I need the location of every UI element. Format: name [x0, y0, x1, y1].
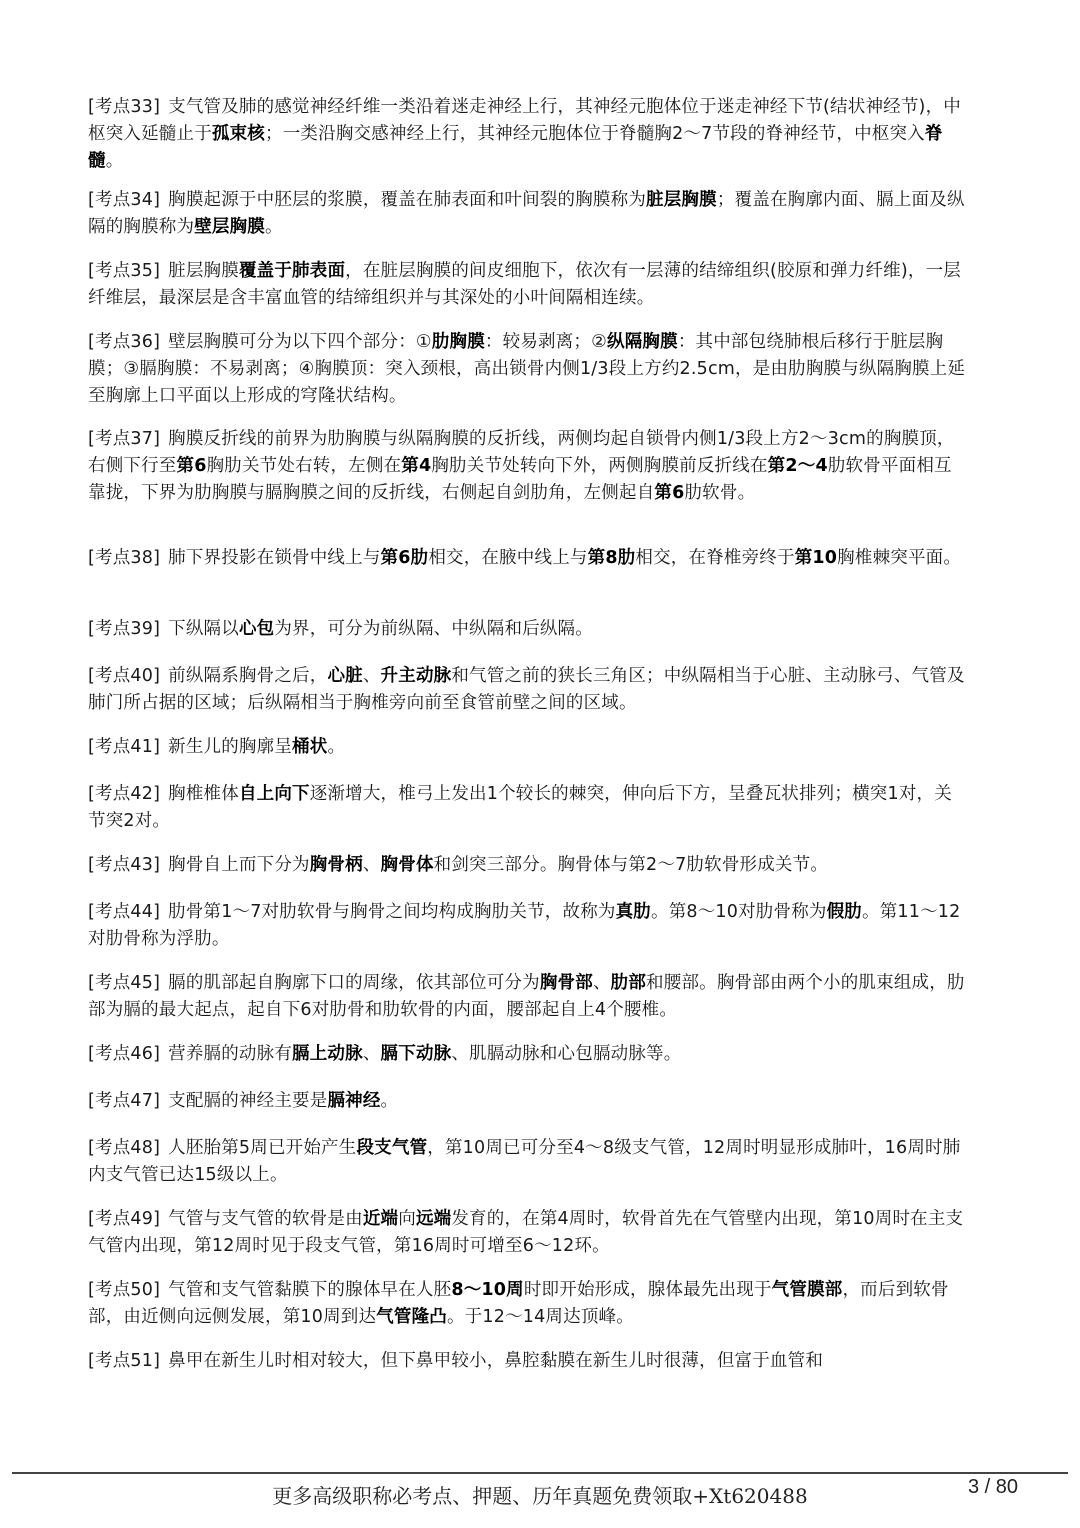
exam-point-text: 发育的，在第4周时，软骨首先在气管壁内出现，第10周时在主支气管内出现，第12周时见于段支气管，第16周时可增至6～12环。 [88, 1209, 964, 1256]
exam-point-label: [考点48] [88, 1138, 161, 1158]
key-term: 段支气管 [356, 1138, 428, 1158]
exam-point [88, 852, 968, 879]
exam-point-text: ，第10周已可分至4～8级支气管，12周时明显形成肺叶，16周时肺内支气管已达15级以上。 [88, 1138, 961, 1185]
key-term: 第6肋 [380, 548, 429, 568]
key-term: 第6 [176, 456, 207, 476]
key-term: 第4 [401, 456, 432, 476]
exam-point-text: 和气管之前的狭长三角区；中纵隔相当于心脏、主动脉弓、气管及肺门所占据的区域；后纵隔相当于胸椎旁向前至食管前壁之间的区域。 [88, 666, 965, 713]
exam-point-text: 逐渐增大，椎弓上发出1个较长的棘突，伸向后下方，呈叠瓦状排列；横突1对，关节突2对。 [88, 784, 952, 831]
exam-point [88, 663, 968, 717]
exam-point-label: [考点41] [88, 737, 161, 757]
exam-point-text: 。 [380, 1091, 399, 1111]
key-term: 膈下动脉 [380, 1044, 452, 1064]
exam-point-text: ：其中部包绕肺根后移行于脏层胸膜；③膈胸膜：不易剥离；④胸膜顶：突入颈根，高出锁骨内侧1/3段上方约2.5cm，是由肋胸膜与纵隔胸膜上延至胸廓上口平面以上形成的穹隆状结构。 [88, 332, 966, 406]
exam-point-text: 气管和支气管黏膜下的腺体早在人胚 [168, 1280, 452, 1300]
exam-point-text: 肋软骨。 [684, 483, 756, 503]
exam-point-text: 。 [265, 217, 283, 237]
key-term: 真肋 [615, 902, 651, 922]
exam-point [88, 1277, 968, 1331]
exam-point [88, 94, 968, 175]
exam-point [88, 970, 968, 1024]
exam-point [88, 258, 968, 312]
exam-point-label: [考点45] [88, 973, 161, 993]
exam-point-label: [考点43] [88, 855, 161, 875]
exam-point-text: 和腰部。胸骨部由两个小的肌束组成，肋部为膈的最大起点，起自下6对肋骨和肋软骨的内面，腰部起自上4个腰椎。 [88, 973, 965, 1020]
key-term: 胸骨体 [380, 855, 434, 875]
exam-point-text: ，而后到软骨部，由近侧向远侧发展，第10周到达 [88, 1280, 949, 1327]
key-term: 肋部 [610, 973, 647, 993]
exam-point-text: 壁层胸膜可分为以下四个部分：① [168, 332, 432, 352]
key-term: 自上向下 [238, 784, 310, 804]
exam-point-text: ：较易剥离；② [484, 332, 608, 352]
exam-point-text: 。第8～10对肋骨称为 [651, 902, 827, 922]
key-term: 假肋 [826, 902, 863, 922]
key-term: 覆盖于 [238, 261, 293, 281]
exam-point-text: 肺下界投影在锁骨中线上与 [168, 548, 381, 568]
exam-point-label: [考点33] [88, 97, 161, 117]
exam-point [88, 1135, 968, 1189]
exam-point-text: 下纵隔以 [168, 619, 239, 639]
key-term: 胸骨柄 [309, 855, 363, 875]
exam-point-label: [考点46] [88, 1044, 161, 1064]
key-term: 升主动脉 [380, 666, 452, 686]
exam-point-text: 胸膜起源于中胚层的浆膜，覆盖在肺表面和叶间裂的胸膜称为 [168, 190, 647, 210]
exam-point [88, 545, 968, 572]
exam-point-text: ；覆盖在胸廓内面、膈上面及纵隔的胸膜称为 [88, 190, 965, 237]
exam-point-text: 相交，在腋中线上与 [428, 548, 588, 568]
exam-point-text: 。 [327, 737, 346, 757]
key-term: 心包 [238, 619, 275, 639]
exam-point-label: [考点35] [88, 261, 161, 281]
page-number: 3 / 80 [967, 1476, 1018, 1498]
key-term: 第8肋 [587, 548, 636, 568]
key-term: 孤束核 [211, 124, 266, 144]
exam-point-text: 胸肋关节处右转，左侧在 [206, 456, 402, 476]
exam-point-text: 膈的肌部起自胸廓下口的周缘，依其部位可分为 [168, 973, 540, 993]
exam-point-text: 气管与支气管的软骨是由 [168, 1209, 363, 1229]
exam-point-label: [考点51] [88, 1351, 161, 1371]
key-term: 脏层胸膜 [646, 190, 717, 210]
exam-point-text: 、 [362, 1044, 381, 1064]
key-term: 第10 [794, 548, 838, 568]
exam-point-text: 、肌膈动脉和心包膈动脉等。 [451, 1044, 682, 1064]
exam-point-label: [考点44] [88, 902, 161, 922]
exam-point-text: ；一类沿胸交感神经上行，其神经元胞体位于脊髓胸2～7节段的脊神经节，中枢突入 [265, 124, 925, 144]
exam-point-label: [考点42] [88, 784, 161, 804]
key-term: 心脏 [327, 666, 363, 686]
exam-point-text: 支气管及肺的感觉神经纤维一类沿着迷走神经上行，其神经元胞体位于迷走神经下节(结状神经节)，中枢突入延髓止于 [88, 97, 961, 144]
key-term: 壁层胸膜 [194, 217, 266, 237]
exam-point [88, 187, 968, 241]
footer-divider [12, 1472, 1068, 1474]
key-term: 纵隔胸膜 [607, 332, 678, 352]
exam-point-label: [考点49] [88, 1209, 161, 1229]
exam-point-text: 胸椎椎体 [168, 784, 239, 804]
exam-point-text: ，在脏层胸膜的间皮细胞下，依次有一层薄的结缔组织(胶原和弹力纤维)，一层纤维层，最深层是含丰富血管的结缔组织并与其深处的小叶间隔相连续。 [88, 261, 962, 308]
exam-point-text: 。 [105, 151, 124, 171]
key-term: 远端 [415, 1209, 452, 1229]
key-term: 胸骨部 [539, 973, 593, 993]
exam-point-label: [考点39] [88, 619, 161, 639]
exam-point [88, 1348, 968, 1375]
exam-point-text: 人胚胎第5周已开始产生 [168, 1138, 357, 1158]
exam-point-text: 。于12～14周达顶峰。 [446, 1307, 634, 1327]
exam-point-text: 胸椎棘突平面。 [837, 548, 962, 568]
exam-point-text: 脏层胸膜 [168, 261, 239, 281]
exam-point [88, 734, 968, 761]
exam-point-label: [考点37] [88, 429, 161, 449]
exam-point-text: 营养膈的动脉有 [168, 1044, 293, 1064]
key-term: 第2～4 [767, 456, 828, 476]
key-term: 近端 [362, 1209, 399, 1229]
key-term: 膈上动脉 [292, 1044, 363, 1064]
exam-point-label: [考点50] [88, 1280, 161, 1300]
exam-point [88, 426, 968, 507]
exam-point-text: 鼻甲在新生儿时相对较大，但下鼻甲较小，鼻腔黏膜在新生儿时很薄，但富于血管和 [168, 1351, 824, 1371]
exam-point [88, 1041, 968, 1068]
exam-point [88, 329, 968, 410]
exam-point-text: 胸骨自上而下分为 [168, 855, 310, 875]
key-term: 第6 [654, 483, 685, 503]
exam-point-text: 和剑突三部分。胸骨体与第2～7肋软骨形成关节。 [433, 855, 829, 875]
exam-point-label: [考点38] [88, 548, 161, 568]
exam-point [88, 781, 968, 835]
exam-point-label: [考点47] [88, 1091, 161, 1111]
footer-promo-text: 更多高级职称必考点、押题、历年真题免费领取+Xt620488 [272, 1484, 808, 1508]
key-term: 膈神经 [327, 1091, 381, 1111]
key-term: 气管膜部 [771, 1280, 843, 1300]
key-term: 气管隆凸 [376, 1307, 447, 1327]
exam-point-text: 相交，在脊椎旁终于 [635, 548, 795, 568]
exam-point-text: 胸膜反折线的前界为肋胸膜与纵隔胸膜的反折线，两侧均起自锁骨内侧1/3段上方2～3cm的胸膜顶，右侧下行至 [88, 429, 955, 476]
key-term: 脊髓 [88, 124, 943, 171]
exam-point [88, 1088, 968, 1115]
exam-point [88, 899, 968, 953]
exam-point-text: 、 [362, 855, 381, 875]
key-term: 8～10周 [451, 1280, 524, 1300]
exam-point-label: [考点34] [88, 190, 161, 210]
exam-point-text: 。第11～12对肋骨称为浮肋。 [88, 902, 961, 949]
exam-point-label: [考点40] [88, 666, 161, 686]
exam-point-text: 为界，可分为前纵隔、中纵隔和后纵隔。 [274, 619, 593, 639]
exam-point [88, 616, 968, 643]
exam-point-text: 支配膈的神经主要是 [168, 1091, 328, 1111]
key-term: 肺表面 [292, 261, 346, 281]
key-term: 桶状 [292, 737, 328, 757]
exam-point-text: 肋软骨平面相互靠拢，下界为肋胸膜与膈胸膜之间的反折线，右侧起自剑肋角，左侧起自 [88, 456, 952, 503]
exam-point-text: 胸肋关节处转向下外，两侧胸膜前反折线在 [431, 456, 768, 476]
exam-point-text: 、 [592, 973, 611, 993]
exam-point-text: 肋骨第1～7对肋软骨与胸骨之间均构成胸肋关节，故称为 [168, 902, 616, 922]
exam-point-text: 向 [398, 1209, 416, 1229]
exam-point-label: [考点36] [88, 332, 161, 352]
exam-point-text: 前纵隔系胸骨之后， [168, 666, 328, 686]
exam-point-text: 时即开始形成，腺体最先出现于 [523, 1280, 772, 1300]
exam-point [88, 1206, 968, 1260]
exam-point-text: 、 [362, 666, 381, 686]
key-term: 肋胸膜 [431, 332, 485, 352]
exam-point-text: 新生儿的胸廓呈 [168, 737, 293, 757]
